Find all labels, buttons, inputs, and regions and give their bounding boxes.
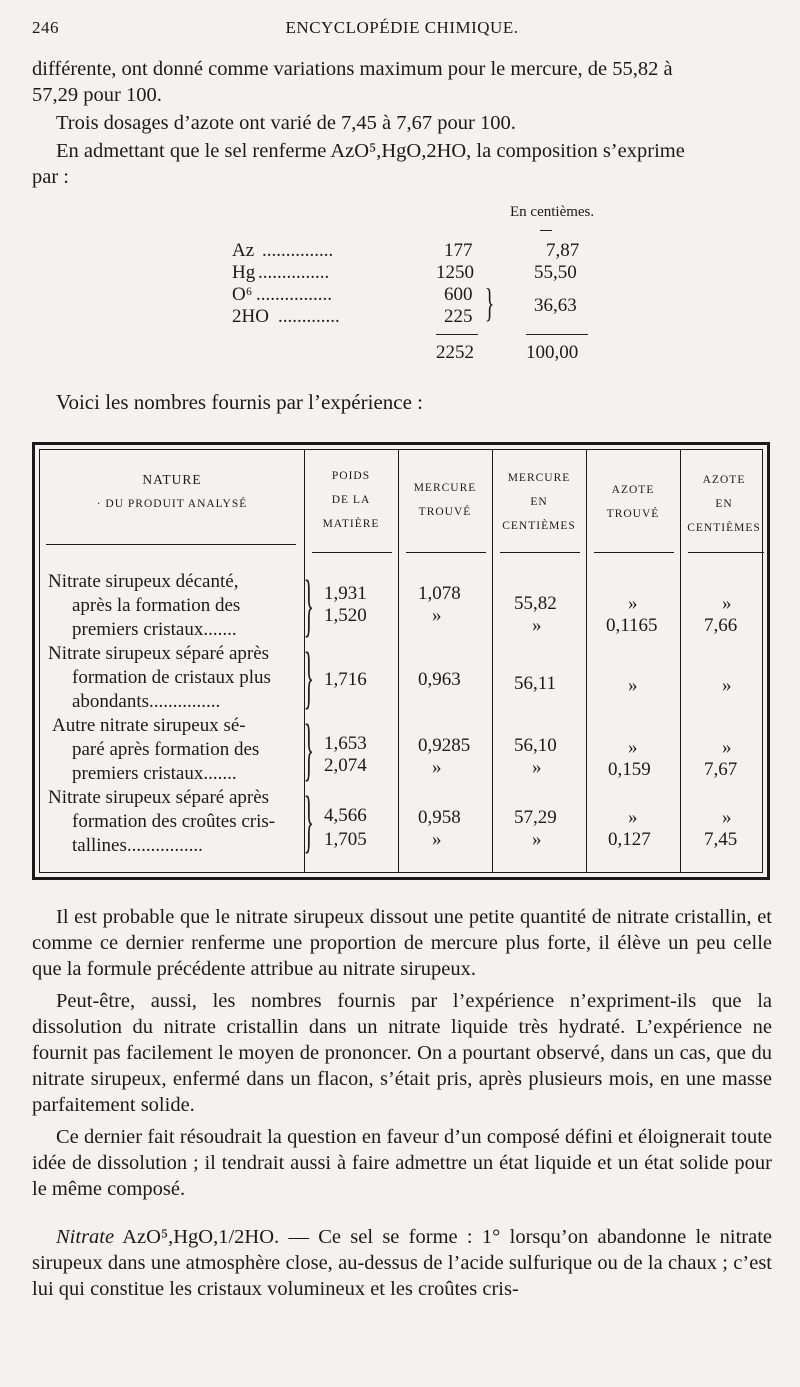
results-table (32, 442, 770, 880)
header-separator (406, 552, 486, 553)
cell-azote: » (628, 593, 638, 614)
cell-mercure: 0,963 (418, 669, 461, 690)
header-line: EN (715, 498, 733, 510)
composition-value: 600 (444, 284, 473, 305)
intro-line: 57,29 pour 100. (32, 84, 162, 106)
cell-azote: 0,1165 (606, 615, 658, 636)
cell-poids: 1,653 (324, 733, 367, 754)
header-line: MERCURE (507, 472, 571, 484)
intro-line: par : (32, 166, 69, 188)
row-description: premiers cristaux....... (72, 763, 237, 784)
divider (540, 230, 552, 231)
cell-azote-centiemes: 7,66 (704, 615, 738, 636)
table-row (48, 642, 298, 714)
header-separator (46, 544, 296, 545)
header-line: AZOTE (702, 474, 746, 486)
dot-leader: ............... (258, 262, 330, 283)
row-description: premiers cristaux....... (72, 619, 237, 640)
cell-azote: 0,127 (608, 829, 651, 850)
cell-mercure: » (432, 757, 442, 778)
paragraph: Peut-être, aussi, les nombres fournis par l’expérience n’expriment-ils que la dissolution du nitrate cristallin dans un nitrate liquide très hydraté. L’expérience ne fournit pas facilement le moyen de prononcer. On a pourtant observé, dans un cas, que du nitrate sirupeux, enfermé dans un flacon, s’était pris, après plusieurs mois, en une masse parfaitement solide. (32, 990, 772, 1116)
composition-value: 225 (444, 306, 473, 327)
composition-label: Az (232, 240, 255, 261)
cell-poids: 2,074 (324, 755, 367, 776)
brace: } (484, 280, 495, 325)
header-line: NATURE (142, 472, 202, 487)
row-description: tallines................ (72, 835, 203, 856)
cell-mercure: 0,9285 (418, 735, 471, 756)
header-separator (688, 552, 764, 553)
header-line: MERCURE (413, 482, 477, 494)
row-description: Nitrate sirupeux séparé après (48, 787, 270, 808)
final-text: — Ce sel se forme : 1° lorsqu’on abandonne le nitrate sirupeux dans une atmosphère close, au-dessus de l’acide sulfurique ou de la chaux ; c’est lui qui constitue les cristaux volumineux et les croûtes cris- (32, 1226, 772, 1300)
header-line: CENTIÈMES (687, 522, 761, 534)
total-rule (526, 334, 588, 335)
composition-block (0, 0, 800, 380)
composition-label: Hg (232, 262, 256, 283)
header-line: TROUVÉ (418, 506, 472, 518)
body-text (32, 904, 772, 1302)
intro-line: En admettant que le sel renferme AzO⁵,HgO,2HO, la composition s’exprime (56, 140, 685, 162)
composition-total-value: 2252 (436, 342, 474, 363)
dot-leader: ............... (262, 240, 334, 261)
cell-mercure: » (432, 829, 442, 850)
composition-label: O⁶ (232, 284, 253, 305)
table-intro: Voici les nombres fournis par l’expérience : (56, 390, 423, 414)
row-description: Autre nitrate sirupeux sé- (52, 715, 246, 736)
dot-leader: ................ (256, 284, 332, 305)
cell-azote-centiemes: 7,45 (704, 829, 738, 850)
section-title: Nitrate (56, 1226, 115, 1248)
row-brace: } (303, 711, 314, 788)
cell-mercure-centiemes: » (532, 615, 542, 636)
cell-mercure-centiemes: 55,82 (514, 593, 557, 614)
header-separator (594, 552, 674, 553)
table-inner-frame (39, 449, 763, 873)
cell-mercure: 1,078 (418, 583, 461, 604)
header-line: TROUVÉ (606, 508, 660, 520)
cell-mercure: 0,958 (418, 807, 461, 828)
page-number: 246 (32, 18, 59, 37)
composition-label: 2HO (232, 306, 269, 327)
table-row (48, 714, 298, 786)
header-azote-centiemes (680, 468, 768, 540)
intro-line: différente, ont donné comme variations maximum pour le mercure, de 55,82 à (32, 58, 673, 80)
header-line: POIDS (331, 470, 371, 482)
cell-mercure-centiemes: » (532, 757, 542, 778)
row-description: Nitrate sirupeux décanté, (48, 571, 239, 592)
paragraph: Ce dernier fait résoudrait la question en faveur d’un composé défini et éloignerait toute idée de dissolution ; il tendrait aussi à faire admettre un état liquide et un état solide pour le même composé. (32, 1126, 772, 1200)
row-description: paré après formation des (72, 739, 260, 760)
row-description: abondants............... (72, 691, 221, 712)
header-azote-trouve (586, 478, 680, 526)
header-line: CENTIÈMES (502, 520, 576, 532)
composition-header: En centièmes. (510, 204, 595, 220)
header-mercure-trouve (398, 476, 492, 524)
cell-mercure-centiemes: 56,11 (514, 673, 557, 694)
row-description: après la formation des (72, 595, 241, 616)
running-title: ENCYCLOPÉDIE CHIMIQUE. (285, 18, 519, 37)
composition-value: 1250 (436, 262, 474, 283)
header-line: DE LA (331, 494, 371, 506)
table-row (48, 570, 298, 642)
composition-grouped-percent: 36,63 (534, 295, 577, 316)
header-separator (500, 552, 580, 553)
cell-poids: 1,520 (324, 605, 367, 626)
header-line: AZOTE (611, 484, 655, 496)
cell-azote-centiemes: » (722, 593, 732, 614)
row-brace: } (303, 567, 314, 644)
header-nature (40, 468, 304, 516)
cell-azote-centiemes: » (722, 807, 732, 828)
formula: AzO⁵,HgO,1/2HO. (122, 1226, 280, 1248)
composition-value: 177 (444, 240, 473, 261)
cell-poids: 1,716 (324, 669, 367, 690)
intro-line: Trois dosages d’azote ont varié de 7,45 à 7,67 pour 100. (56, 112, 516, 134)
cell-mercure-centiemes: » (532, 829, 542, 850)
cell-poids: 4,566 (324, 805, 367, 826)
header-line: · DU PRODUIT ANALYSÉ (96, 498, 248, 510)
header-line: EN (530, 496, 548, 508)
cell-azote: » (628, 807, 638, 828)
dot-leader: ............. (278, 306, 340, 327)
cell-mercure: » (432, 605, 442, 626)
final-paragraph (32, 1224, 772, 1302)
cell-azote-centiemes: 7,67 (704, 759, 738, 780)
composition-percent: 55,50 (534, 262, 577, 283)
cell-azote: » (628, 675, 638, 696)
cell-mercure-centiemes: 57,29 (514, 807, 557, 828)
row-description: Nitrate sirupeux séparé après (48, 643, 270, 664)
composition-total-percent: 100,00 (526, 342, 579, 363)
table-row (48, 786, 298, 858)
row-description: formation de cristaux plus (72, 667, 271, 688)
header-mercure-centiemes (492, 466, 586, 538)
composition-percent: 7,87 (546, 240, 580, 261)
total-rule (436, 334, 478, 335)
header-poids (304, 464, 398, 536)
row-description: formation des croûtes cris- (72, 811, 276, 832)
cell-azote-centiemes: » (722, 737, 732, 758)
cell-poids: 1,705 (324, 829, 367, 850)
row-brace: } (303, 639, 314, 716)
cell-azote: » (628, 737, 638, 758)
header-separator (312, 552, 392, 553)
row-brace: } (303, 783, 314, 860)
paragraph: Il est probable que le nitrate sirupeux dissout une petite quantité de nitrate cristallin, et comme ce dernier renferme une proportion de mercure plus forte, il élève un peu celle que la formule précédente attribue au nitrate sirupeux. (32, 906, 772, 980)
header-line: MATIÈRE (322, 518, 380, 530)
cell-azote: 0,159 (608, 759, 651, 780)
cell-azote-centiemes: » (722, 675, 732, 696)
cell-poids: 1,931 (324, 583, 367, 604)
cell-mercure-centiemes: 56,10 (514, 735, 557, 756)
